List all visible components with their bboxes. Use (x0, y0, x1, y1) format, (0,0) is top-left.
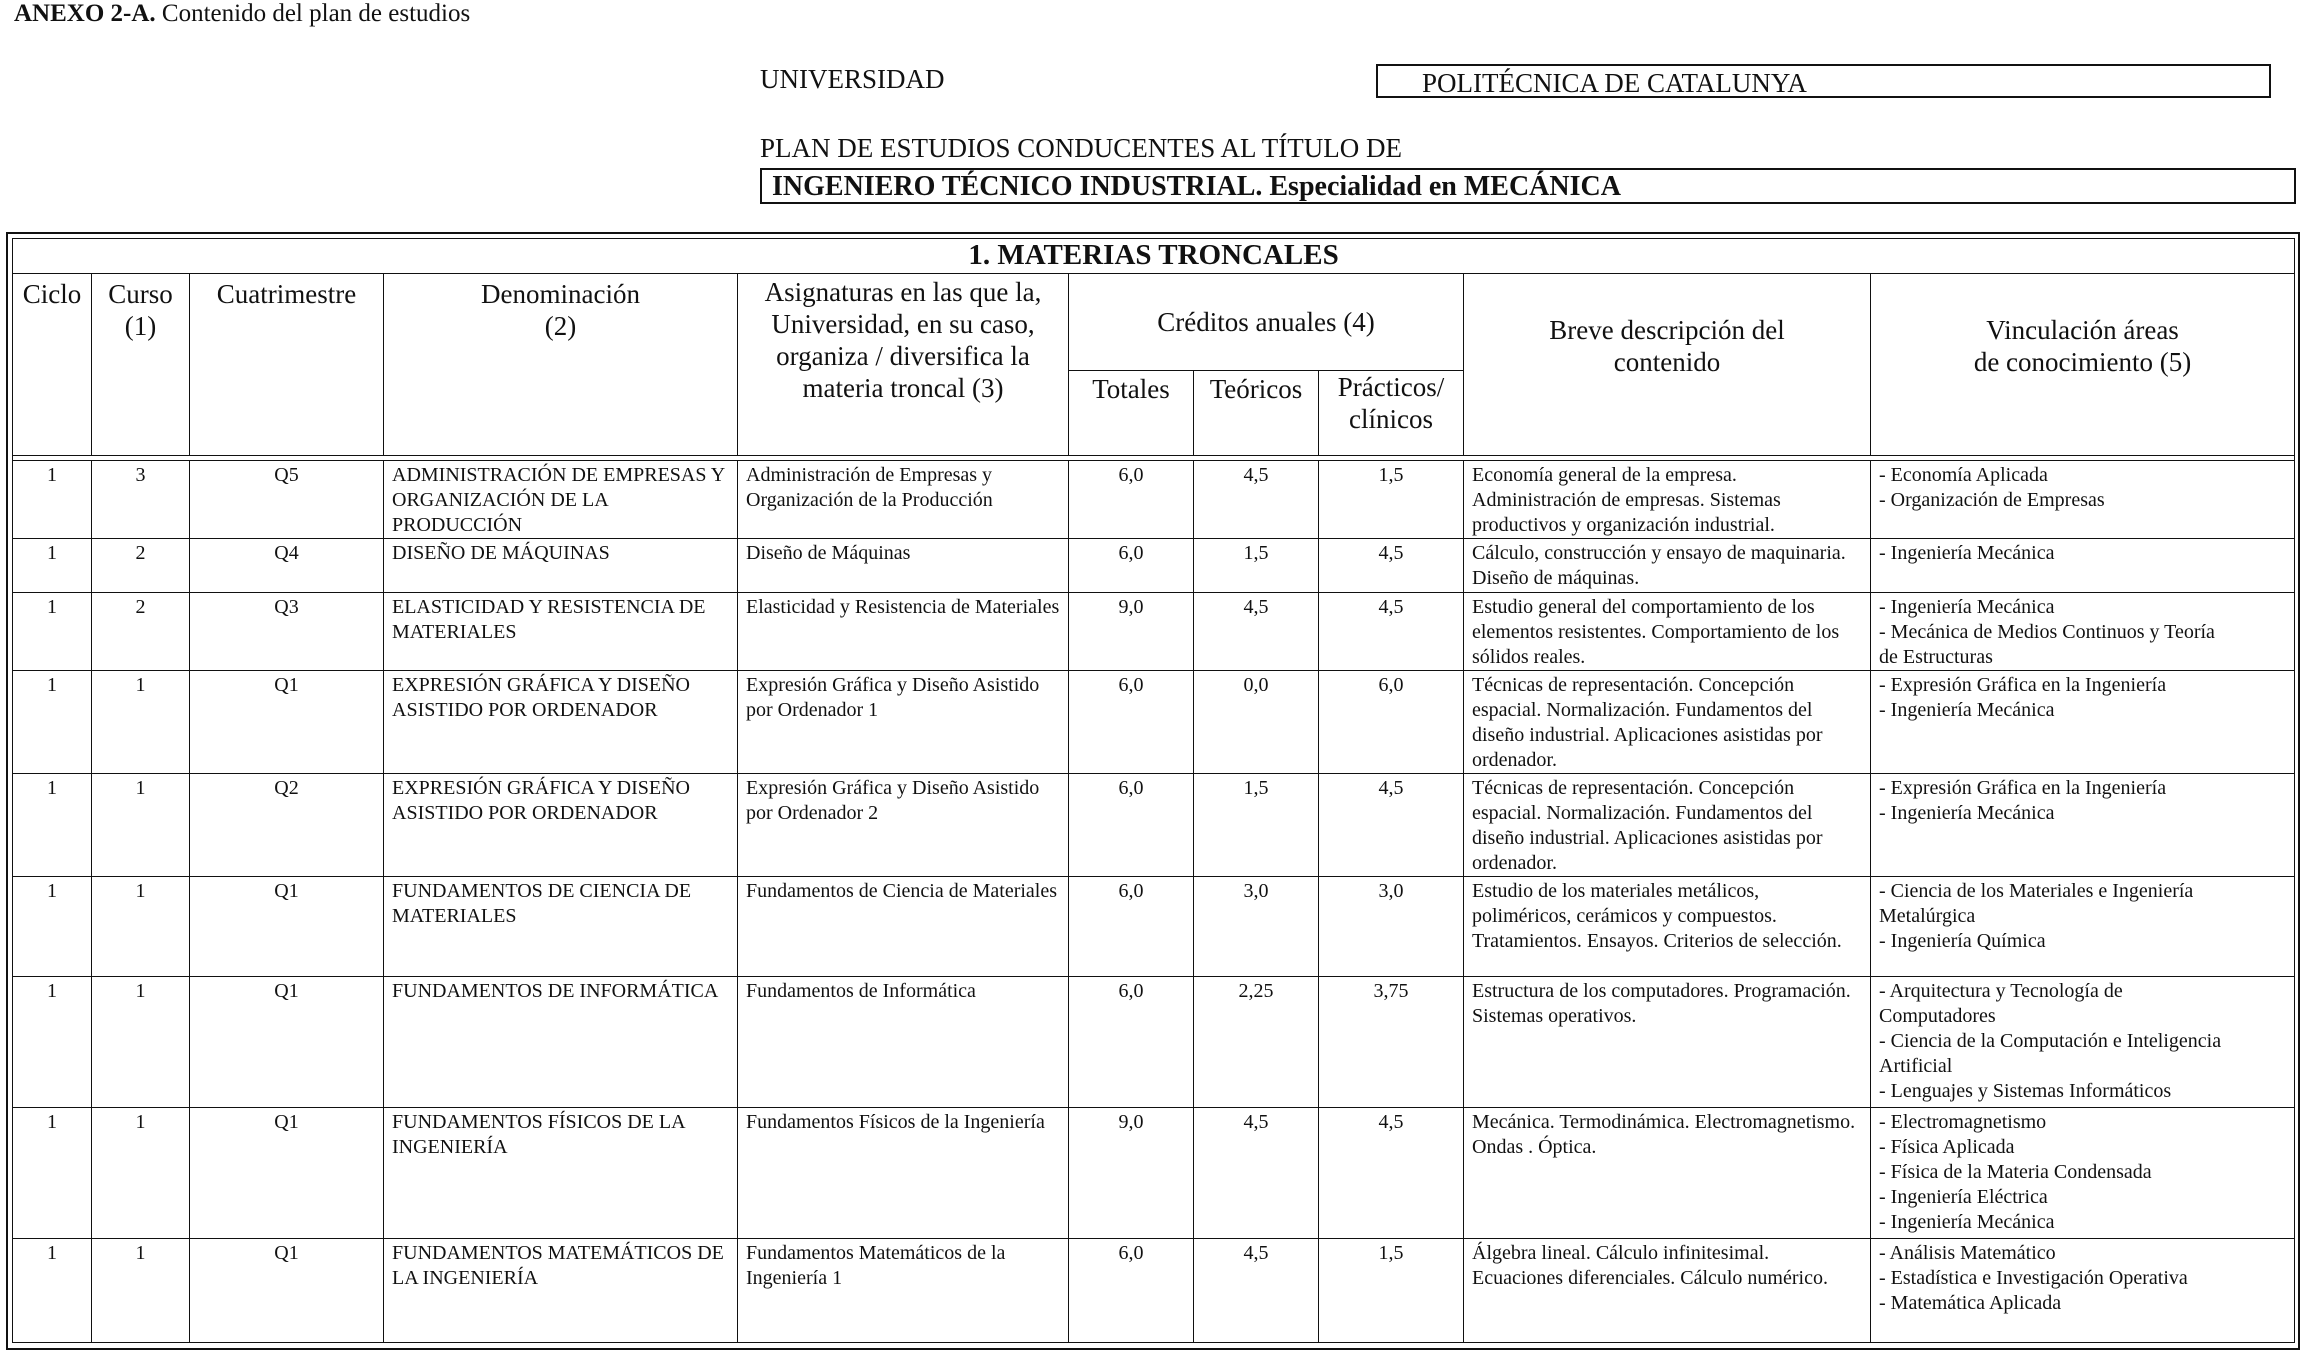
cell-curso: 3 (92, 461, 190, 539)
cell-teoricos: 0,0 (1194, 671, 1319, 774)
cell-asignaturas: Fundamentos Matemáticos de la Ingeniería 1 (738, 1239, 1069, 1343)
cell-practicos: 3,75 (1319, 977, 1464, 1108)
cell-curso: 1 (92, 671, 190, 774)
cell-ciclo: 1 (13, 774, 92, 877)
cell-denominacion: FUNDAMENTOS FÍSICOS DE LA INGENIERÍA (384, 1108, 738, 1239)
annex-number: ANEXO 2-A. (14, 0, 156, 27)
cell-vinculacion: - Ingeniería Mecánica (1871, 539, 2295, 593)
cell-teoricos: 1,5 (1194, 774, 1319, 877)
cell-descripcion: Cálculo, construcción y ensayo de maquinaria. Diseño de máquinas. (1464, 539, 1871, 593)
cell-cuatrimestre: Q1 (190, 1108, 384, 1239)
cell-descripcion: Estructura de los computadores. Programación. Sistemas operativos. (1464, 977, 1871, 1108)
cell-totales: 6,0 (1069, 539, 1194, 593)
cell-cuatrimestre: Q1 (190, 977, 384, 1108)
cell-teoricos: 1,5 (1194, 539, 1319, 593)
col-curso: Curso (1) (92, 274, 190, 456)
cell-curso: 1 (92, 1239, 190, 1343)
table-row (13, 1239, 2295, 1343)
annex-heading (14, 0, 470, 28)
cell-denominacion: FUNDAMENTOS DE INFORMÁTICA (384, 977, 738, 1108)
cell-totales: 9,0 (1069, 1108, 1194, 1239)
cell-cuatrimestre: Q1 (190, 1239, 384, 1343)
cell-totales: 6,0 (1069, 671, 1194, 774)
cell-denominacion: FUNDAMENTOS MATEMÁTICOS DE LA INGENIERÍA (384, 1239, 738, 1343)
cell-ciclo: 1 (13, 539, 92, 593)
cell-vinculacion: - Expresión Gráfica en la Ingeniería - Ingeniería Mecánica (1871, 774, 2295, 877)
cell-vinculacion: - Ingeniería Mecánica - Mecánica de Medios Continuos y Teoría de Estructuras (1871, 593, 2295, 671)
cell-asignaturas: Diseño de Máquinas (738, 539, 1069, 593)
cell-curso: 2 (92, 593, 190, 671)
cell-vinculacion: - Economía Aplicada - Organización de Empresas (1871, 461, 2295, 539)
col-creditos: Créditos anuales (4) (1069, 274, 1464, 371)
cell-vinculacion: - Análisis Matemático - Estadística e Investigación Operativa - Matemática Aplicada (1871, 1239, 2295, 1343)
cell-denominacion: FUNDAMENTOS DE CIENCIA DE MATERIALES (384, 877, 738, 977)
cell-teoricos: 3,0 (1194, 877, 1319, 977)
cell-asignaturas: Expresión Gráfica y Diseño Asistido por Ordenador 1 (738, 671, 1069, 774)
cell-asignaturas: Administración de Empresas y Organización de la Producción (738, 461, 1069, 539)
cell-cuatrimestre: Q3 (190, 593, 384, 671)
materias-troncales-table (12, 238, 2295, 1343)
cell-denominacion: EXPRESIÓN GRÁFICA Y DISEÑO ASISTIDO POR ORDENADOR (384, 671, 738, 774)
col-asignaturas: Asignaturas en las que la, Universidad, en su caso, organiza / diversifica la materia troncal (3) (738, 274, 1069, 456)
cell-asignaturas: Fundamentos de Informática (738, 977, 1069, 1108)
cell-vinculacion: - Expresión Gráfica en la Ingeniería - Ingeniería Mecánica (1871, 671, 2295, 774)
cell-ciclo: 1 (13, 671, 92, 774)
col-totales: Totales (1069, 371, 1194, 456)
table-row (13, 539, 2295, 593)
cell-totales: 6,0 (1069, 774, 1194, 877)
table-body (13, 461, 2295, 1343)
cell-cuatrimestre: Q1 (190, 877, 384, 977)
cell-vinculacion: - Ciencia de los Materiales e Ingeniería Metalúrgica - Ingeniería Química (1871, 877, 2295, 977)
cell-asignaturas: Expresión Gráfica y Diseño Asistido por Ordenador 2 (738, 774, 1069, 877)
table-row (13, 593, 2295, 671)
cell-curso: 1 (92, 1108, 190, 1239)
cell-asignaturas: Fundamentos de Ciencia de Materiales (738, 877, 1069, 977)
cell-asignaturas: Elasticidad y Resistencia de Materiales (738, 593, 1069, 671)
table-row (13, 461, 2295, 539)
cell-vinculacion: - Arquitectura y Tecnología de Computadores - Ciencia de la Computación e Inteligencia Artificial - Lenguajes y Sistemas Informáticos (1871, 977, 2295, 1108)
cell-practicos: 4,5 (1319, 1108, 1464, 1239)
cell-teoricos: 4,5 (1194, 1108, 1319, 1239)
table-row (13, 1108, 2295, 1239)
cell-ciclo: 1 (13, 877, 92, 977)
table-row (13, 671, 2295, 774)
cell-descripcion: Economía general de la empresa. Administración de empresas. Sistemas productivos y organización industrial. (1464, 461, 1871, 539)
cell-totales: 6,0 (1069, 877, 1194, 977)
cell-denominacion: DISEÑO DE MÁQUINAS (384, 539, 738, 593)
cell-totales: 6,0 (1069, 461, 1194, 539)
cell-teoricos: 4,5 (1194, 461, 1319, 539)
cell-ciclo: 1 (13, 977, 92, 1108)
cell-practicos: 1,5 (1319, 1239, 1464, 1343)
cell-curso: 1 (92, 774, 190, 877)
plan-label: PLAN DE ESTUDIOS CONDUCENTES AL TÍTULO DE (760, 133, 1402, 163)
cell-practicos: 3,0 (1319, 877, 1464, 977)
degree-title: INGENIERO TÉCNICO INDUSTRIAL. Especialidad en MECÁNICA (760, 168, 2296, 204)
cell-teoricos: 2,25 (1194, 977, 1319, 1108)
table-row (13, 977, 2295, 1108)
cell-practicos: 4,5 (1319, 539, 1464, 593)
section-title: 1. MATERIAS TRONCALES (13, 239, 2295, 274)
cell-cuatrimestre: Q4 (190, 539, 384, 593)
table-row (13, 774, 2295, 877)
cell-cuatrimestre: Q2 (190, 774, 384, 877)
cell-totales: 6,0 (1069, 977, 1194, 1108)
cell-practicos: 4,5 (1319, 593, 1464, 671)
cell-descripcion: Estudio de los materiales metálicos, poliméricos, cerámicos y compuestos. Tratamientos. Ensayos. Criterios de selección. (1464, 877, 1871, 977)
cell-curso: 1 (92, 877, 190, 977)
cell-denominacion: ADMINISTRACIÓN DE EMPRESAS Y ORGANIZACIÓN DE LA PRODUCCIÓN (384, 461, 738, 539)
table-row (13, 877, 2295, 977)
cell-asignaturas: Fundamentos Físicos de la Ingeniería (738, 1108, 1069, 1239)
cell-denominacion: EXPRESIÓN GRÁFICA Y DISEÑO ASISTIDO POR ORDENADOR (384, 774, 738, 877)
cell-teoricos: 4,5 (1194, 1239, 1319, 1343)
cell-descripcion: Álgebra lineal. Cálculo infinitesimal. Ecuaciones diferenciales. Cálculo numérico. (1464, 1239, 1871, 1343)
cell-descripcion: Mecánica. Termodinámica. Electromagnetismo. Ondas . Óptica. (1464, 1108, 1871, 1239)
cell-denominacion: ELASTICIDAD Y RESISTENCIA DE MATERIALES (384, 593, 738, 671)
cell-ciclo: 1 (13, 1239, 92, 1343)
cell-ciclo: 1 (13, 593, 92, 671)
cell-cuatrimestre: Q5 (190, 461, 384, 539)
cell-vinculacion: - Electromagnetismo - Física Aplicada - Física de la Materia Condensada - Ingeniería Eléctrica - Ingeniería Mecánica (1871, 1108, 2295, 1239)
col-practicos: Prácticos/ clínicos (1319, 371, 1464, 456)
cell-practicos: 4,5 (1319, 774, 1464, 877)
cell-practicos: 6,0 (1319, 671, 1464, 774)
cell-totales: 6,0 (1069, 1239, 1194, 1343)
university-value: POLITÉCNICA DE CATALUNYA (1376, 64, 2271, 98)
cell-ciclo: 1 (13, 461, 92, 539)
university-label: UNIVERSIDAD (760, 64, 945, 94)
cell-totales: 9,0 (1069, 593, 1194, 671)
col-cuatrimestre: Cuatrimestre (190, 274, 384, 456)
cell-practicos: 1,5 (1319, 461, 1464, 539)
col-vinculacion: Vinculación áreas de conocimiento (5) (1871, 274, 2295, 456)
cell-descripcion: Estudio general del comportamiento de los elementos resistentes. Comportamiento de los sólidos reales. (1464, 593, 1871, 671)
cell-ciclo: 1 (13, 1108, 92, 1239)
cell-descripcion: Técnicas de representación. Concepción espacial. Normalización. Fundamentos del diseño industrial. Aplicaciones asistidas por ordenador. (1464, 671, 1871, 774)
col-descripcion: Breve descripción del contenido (1464, 274, 1871, 456)
annex-text: Contenido del plan de estudios (155, 0, 471, 27)
col-denominacion: Denominación (2) (384, 274, 738, 456)
cell-cuatrimestre: Q1 (190, 671, 384, 774)
col-ciclo: Ciclo (13, 274, 92, 456)
cell-descripcion: Técnicas de representación. Concepción espacial. Normalización. Fundamentos del diseño industrial. Aplicaciones asistidas por ordenador. (1464, 774, 1871, 877)
cell-teoricos: 4,5 (1194, 593, 1319, 671)
col-teoricos: Teóricos (1194, 371, 1319, 456)
cell-curso: 2 (92, 539, 190, 593)
cell-curso: 1 (92, 977, 190, 1108)
